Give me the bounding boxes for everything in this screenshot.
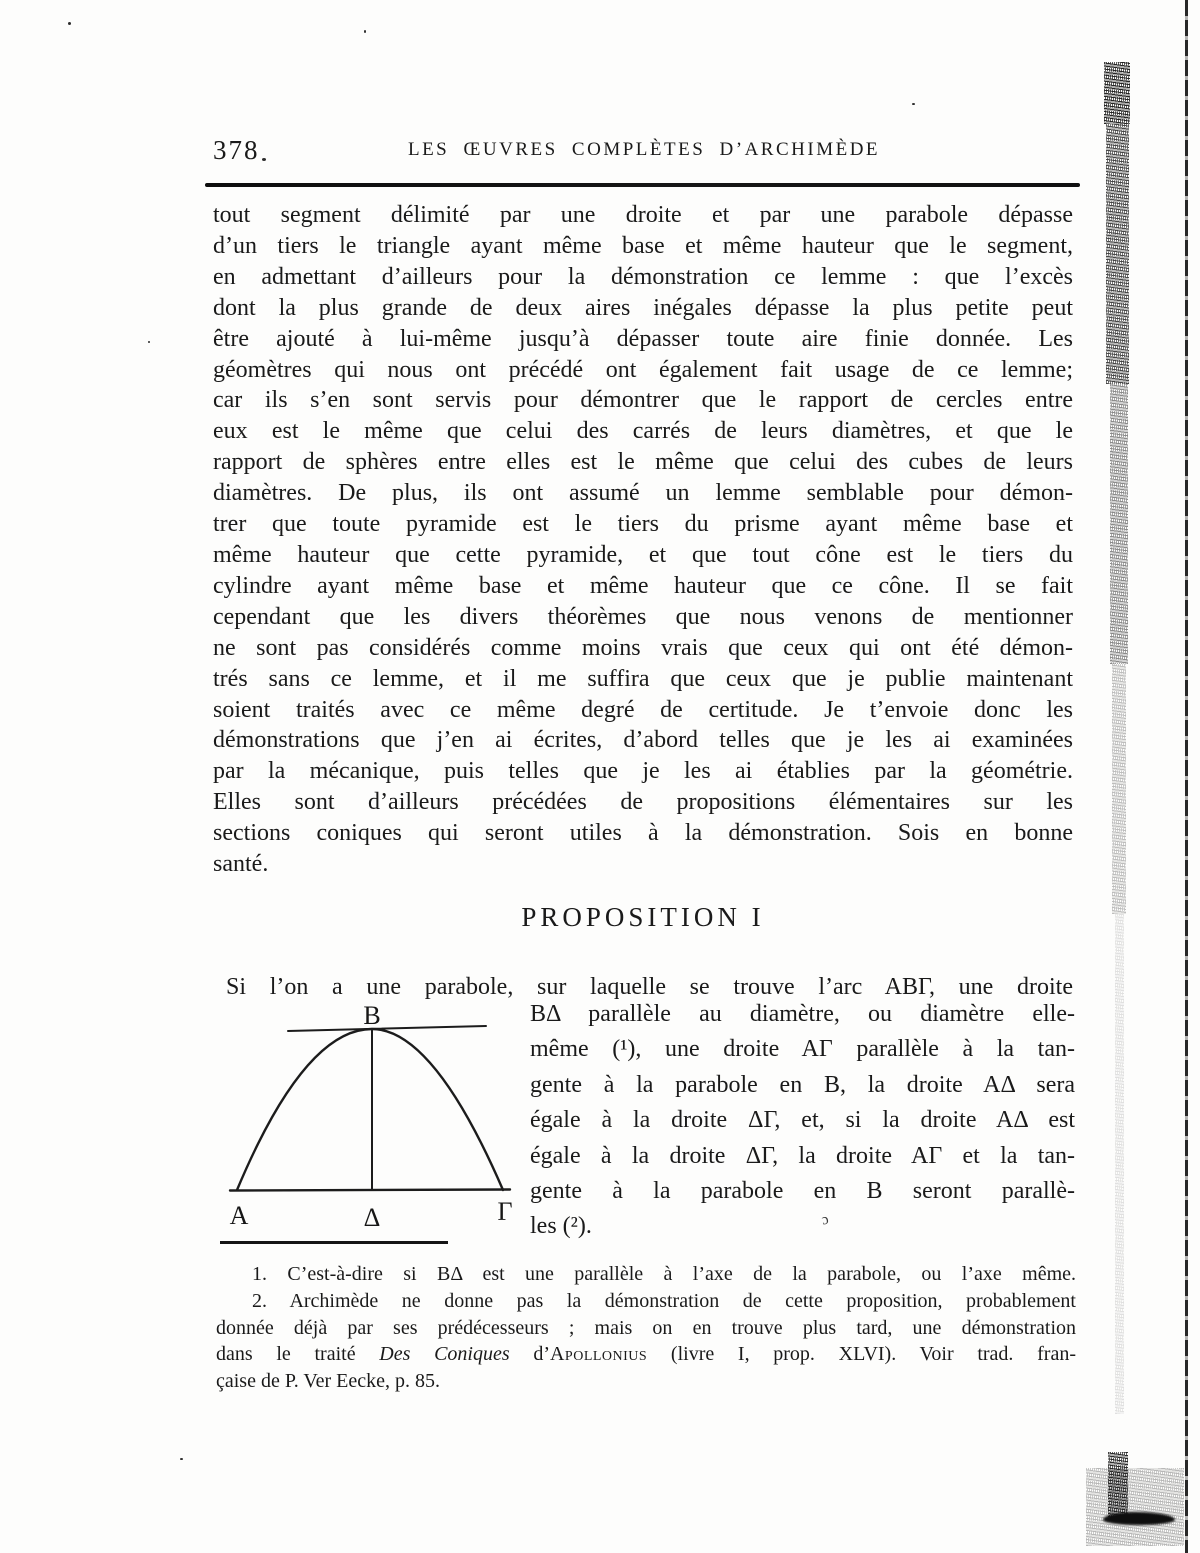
body-text-line: ne sont pas considérés comme moins vrais que ceux qui ont été démon- <box>213 634 1073 661</box>
proposition-text-line: BΔ parallèle au diamètre, ou diamètre elle- <box>530 1001 1075 1027</box>
body-text-line: même hauteur que cette pyramide, et que tout cône est le tiers du <box>213 541 1073 568</box>
page-number: 378 <box>213 135 260 165</box>
scan-noise-strip <box>1110 384 1128 664</box>
body-text-line: cependant que les divers théorèmes que nous venons de mentionner <box>213 603 1073 630</box>
page-edge-line <box>1185 0 1188 1553</box>
body-text-line: géomètres qui nous ont précédé ont également fait usage de ce lemme; <box>213 356 1073 383</box>
scan-noise-strip <box>1104 62 1130 124</box>
footnote-2-line-4: çaise de P. Ver Eecke, p. 85. <box>216 1370 441 1393</box>
ink-speck <box>364 30 366 33</box>
ink-speck <box>68 22 71 25</box>
body-text-line: en admettant d’ailleurs pour la démonstration ce lemme : que l’excès <box>213 263 1073 290</box>
ink-speck: ɔ <box>820 1211 831 1229</box>
ink-speck <box>262 158 266 161</box>
footnote-1 <box>216 1261 1076 1288</box>
body-text-line: démonstrations que j’en ai écrites, d’abord telles que je les ai examinées <box>213 727 1073 754</box>
proposition-text-line: gente à la parabole en B, la droite AΔ sera <box>530 1071 1075 1098</box>
body-text-line: trer que toute pyramide est le tiers du prisme ayant même base et <box>213 511 1073 538</box>
parabola-figure <box>218 1000 520 1235</box>
proposition-text-line: gente à la parabole en B seront parallè- <box>530 1178 1075 1205</box>
chord-line-A-gamma <box>230 1190 510 1191</box>
page-header <box>213 133 1075 165</box>
footnote-2-line-1 <box>216 1288 1076 1315</box>
footnote-2-text: Archimède ne donne pas la démonstration de cette proposition, probablement <box>289 1289 1076 1312</box>
footnote-2-line-2: donnée déjà par ses prédécesseurs ; mais on en trouve plus tard, une démonstration <box>216 1316 1076 1339</box>
body-text-line: sections coniques qui seront utiles à la démonstration. Sois en bonne <box>213 820 1073 847</box>
scan-noise-strip <box>1115 914 1124 1414</box>
corner-smudge <box>1103 1512 1175 1525</box>
footnote-2-text: d’ <box>509 1343 550 1366</box>
body-text-line: d’un tiers le triangle ayant même base et même hauteur que le segment, <box>213 232 1073 259</box>
figure-label-B: B <box>363 1001 381 1030</box>
corner-smudge <box>1108 1452 1128 1520</box>
proposition-text-line: même (¹), une droite AΓ parallèle à la tan- <box>530 1036 1075 1063</box>
footnote-2-line-3 <box>216 1341 1076 1368</box>
parabola-curve <box>237 1029 503 1190</box>
scan-noise-strip <box>1112 664 1126 914</box>
scan-noise-strip <box>1106 124 1129 384</box>
ink-speck <box>180 1458 183 1460</box>
footnote-2-book-title: Des Coniques <box>379 1343 510 1366</box>
footnote-separator-rule <box>220 1241 448 1244</box>
proposition-intro-line: Si l’on a une parabole, sur laquelle se trouve l’arc ABΓ, une droite <box>226 974 1073 1000</box>
footnote-1-number: 1. <box>252 1263 267 1285</box>
figure-label-delta: Δ <box>363 1203 381 1232</box>
body-text-line: eux est le même que celui des carrés de leurs diamètres, et que le <box>213 418 1073 445</box>
body-text-line: rapport de sphères entre elles est le même que celui des cubes de leurs <box>213 449 1073 476</box>
proposition-text-line: égale à la droite ΔΓ, et, si la droite AΔ est <box>530 1107 1075 1134</box>
ink-speck <box>912 103 915 105</box>
footnotes-block <box>216 1261 1076 1395</box>
body-text-line: trés sans ce lemme, et il me suffira que ceux que je publie maintenant <box>213 665 1073 692</box>
ink-speck <box>148 341 150 343</box>
corner-smudge <box>1086 1468 1184 1546</box>
body-text-line: santé. <box>213 851 269 878</box>
figure-label-gamma: Γ <box>497 1197 513 1226</box>
proposition-text-line: égale à la droite ΔΓ, la droite AΓ et la tan- <box>530 1142 1075 1169</box>
running-header-title: LES ŒUVRES COMPLÈTES D’ARCHIMÈDE <box>407 139 881 160</box>
body-text-line: soient traités avec ce même degré de certitude. Je t’envoie donc les <box>213 696 1073 723</box>
header-rule <box>205 183 1080 187</box>
footnote-2-number: 2. <box>252 1289 267 1312</box>
body-text-line: Elles sont d’ailleurs précédées de propositions élémentaires sur les <box>213 789 1073 816</box>
proposition-text-line: les (²). <box>530 1213 592 1240</box>
body-text-line: tout segment délimité par une droite et par une parabole dépasse <box>213 202 1073 228</box>
proposition-wrapped-text <box>530 997 1075 1245</box>
body-text-line: car ils s’en sont servis pour démontrer que le rapport de cercles entre <box>213 387 1073 414</box>
proposition-heading: PROPOSITION I <box>521 902 765 932</box>
footnote-2-text: dans le traité <box>216 1343 380 1366</box>
body-text-line: dont la plus grande de deux aires inégales dépasse la plus petite peut <box>213 294 1073 321</box>
body-paragraph <box>213 200 1073 880</box>
body-text-line: diamètres. De plus, ils ont assumé un lemme semblable pour démon- <box>213 480 1073 507</box>
figure-label-A: A <box>229 1201 249 1230</box>
body-text-line: par la mécanique, puis telles que je les ai établies par la géométrie. <box>213 758 1073 785</box>
body-text-line: cylindre ayant même base et même hauteur que ce cône. Il se fait <box>213 572 1073 599</box>
footnote-2-text: (livre I, prop. XLVI). Voir trad. fran- <box>647 1343 1076 1366</box>
footnote-2-author-name: Apollonius <box>549 1343 648 1366</box>
footnote-1-text: C’est-à-dire si BΔ est une parallèle à l’axe de la parabole, ou l’axe même. <box>287 1263 1076 1285</box>
body-text-line: être ajouté à lui-même jusqu’à dépasser toute aire finie donnée. Les <box>213 325 1073 352</box>
